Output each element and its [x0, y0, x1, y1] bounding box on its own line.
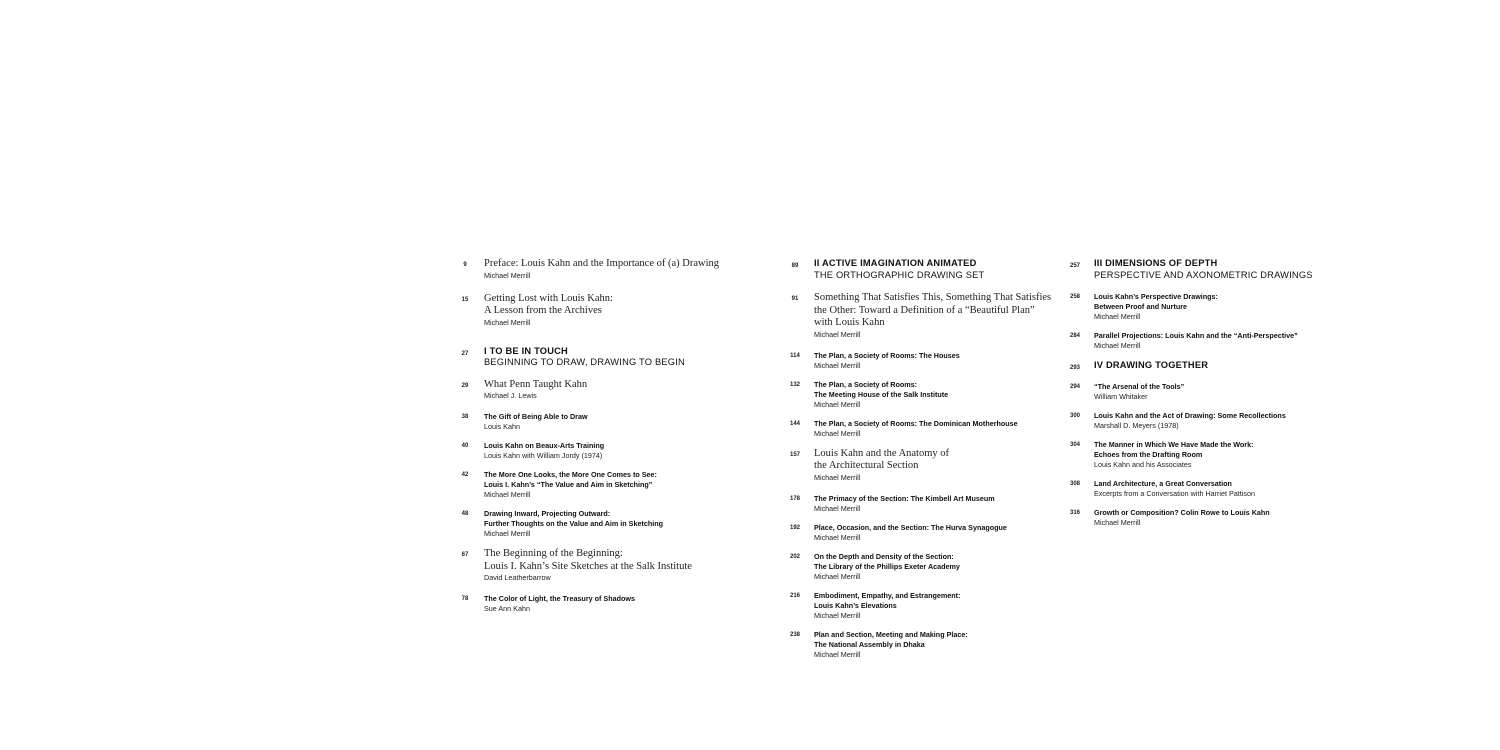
toc-entry[interactable] [1065, 508, 1335, 528]
entry-title-line: Louis Kahn’s Perspective Drawings: [1094, 292, 1218, 301]
toc-entry[interactable] [455, 441, 755, 461]
toc-entry[interactable] [455, 509, 755, 539]
entry-title-line: Louis Kahn and the Anatomy of [814, 447, 950, 459]
page-number: 114 [790, 352, 800, 359]
section-heading [455, 346, 755, 369]
entry-author: Louis Kahn with William Jordy (1974) [484, 451, 603, 460]
entry-author: Michael J. Lewis [484, 391, 537, 400]
entry-author: William Whitaker [1094, 391, 1148, 401]
toc-entry[interactable] [455, 379, 755, 402]
toc-entry[interactable] [1065, 382, 1335, 402]
entry-title-line: Parallel Projections: Louis Kahn and the “Anti-Perspective” [1094, 331, 1298, 340]
page-number: 89 [791, 263, 799, 269]
toc-entry[interactable] [1065, 411, 1335, 431]
entry-title-line: the Architectural Section [814, 460, 919, 471]
entry-author: Michael Merrill [484, 270, 531, 280]
entry-author: Michael Merrill [1094, 312, 1141, 321]
toc-entry[interactable] [1065, 292, 1335, 322]
page-number: 157 [789, 451, 800, 458]
section-title: IV DRAWING TOGETHER [1094, 360, 1209, 370]
toc-entry[interactable] [785, 494, 1045, 514]
page-number: 238 [789, 631, 800, 638]
entry-author: Michael Merrill [484, 529, 531, 538]
section-heading [1065, 258, 1335, 281]
page-number: 15 [461, 296, 469, 303]
entry-author: Michael Merrill [814, 503, 861, 513]
toc-column-middle [785, 258, 1052, 669]
entry-title-line: Echoes from the Drafting Room [1094, 449, 1203, 459]
page-number: 304 [1069, 441, 1080, 448]
page-number: 42 [461, 472, 469, 478]
toc-entry-list [1065, 292, 1335, 351]
section-subtitle: PERSPECTIVE AND AXONOMETRIC DRAWINGS [1094, 269, 1313, 280]
entry-author: Michael Merrill [814, 610, 861, 620]
entry-title-line: with Louis Kahn [814, 317, 885, 328]
entry-title-line: The Plan, a Society of Rooms: [814, 379, 918, 389]
page-number: 294 [1069, 383, 1080, 390]
toc-entry[interactable] [785, 380, 1045, 410]
entry-author: Michael Merrill [1094, 517, 1141, 527]
page-number: 78 [461, 596, 469, 602]
entry-title-line: The Manner in Which We Have Made the Work: [1094, 439, 1254, 449]
section-subtitle: BEGINNING TO DRAW, DRAWING TO BEGIN [484, 357, 685, 367]
entry-title-line: Between Proof and Nurture [1094, 302, 1188, 311]
page-number: 257 [1069, 263, 1080, 269]
section-title: II ACTIVE IMAGINATION ANIMATED [814, 258, 977, 268]
entry-title-line: The Library of the Phillips Exeter Academy [814, 561, 960, 571]
entry-title-line: Louis Kahn’s Elevations [814, 600, 897, 610]
toc-entry[interactable] [1065, 331, 1335, 351]
entry-title-line: The Plan, a Society of Rooms: The Dominican Motherhouse [814, 418, 1018, 428]
entry-title-line: Louis Kahn on Beaux-Arts Training [484, 441, 605, 450]
toc-column-left [455, 258, 755, 623]
entry-author: Sue Ann Kahn [484, 604, 530, 613]
page-number: 29 [461, 382, 469, 389]
entry-title-line: The National Assembly in Dhaka [814, 639, 925, 649]
page-number: 300 [1069, 412, 1080, 419]
entry-author: Michael Merrill [814, 532, 861, 542]
toc-entry[interactable] [785, 419, 1045, 439]
entry-author: Michael Merrill [814, 399, 861, 409]
page-number: 144 [789, 420, 800, 427]
entry-title-line: A Lesson from the Archives [484, 305, 602, 316]
toc-entry[interactable] [455, 293, 755, 328]
section-heading [785, 258, 1045, 281]
toc-entry[interactable] [455, 548, 755, 583]
entry-title-line: Embodiment, Empathy, and Estrangement: [814, 590, 961, 600]
page-number: 316 [1069, 509, 1080, 516]
entry-author: Michael Merrill [484, 490, 531, 499]
section-title: III DIMENSIONS OF DEPTH [1094, 258, 1218, 268]
toc-entry-list [1065, 382, 1335, 528]
toc-entry[interactable] [785, 292, 1052, 340]
page-number: 202 [789, 553, 800, 560]
entry-title-line: Further Thoughts on the Value and Aim in Sketching [484, 519, 664, 528]
section-title: I TO BE IN TOUCH [484, 345, 568, 356]
entry-author: Marshall D. Meyers (1978) [1094, 420, 1179, 430]
page-number: 192 [789, 524, 800, 531]
entry-title-line: The Plan, a Society of Rooms: The Houses [814, 350, 960, 360]
entry-author: Michael Merrill [814, 649, 861, 659]
toc-entry[interactable] [455, 470, 755, 500]
entry-author: Michael Merrill [814, 472, 861, 482]
entry-title-line: the Other: Toward a Definition of a “Beautiful Plan” [814, 304, 1035, 316]
page-number: 132 [789, 381, 800, 388]
toc-entry[interactable] [455, 594, 755, 614]
entry-author: Michael Merrill [814, 571, 861, 581]
entry-author: Louis Kahn and his Associates [1094, 459, 1192, 469]
entry-author: Excerpts from a Conversation with Harriet Pattison [1094, 488, 1255, 498]
section-heading [1065, 360, 1335, 372]
toc-entry-list [455, 379, 755, 615]
toc-entry[interactable] [785, 630, 1045, 660]
page-number: 9 [463, 262, 467, 268]
entry-author: David Leatherbarrow [484, 573, 551, 582]
entry-author: Michael Merrill [814, 428, 861, 438]
page-number: 67 [461, 552, 469, 558]
page-number: 284 [1069, 333, 1080, 339]
toc-entry[interactable] [785, 351, 1045, 371]
entry-title-line: Place, Occasion, and the Section: The Hurva Synagogue [814, 522, 1007, 532]
entry-title-line: Louis Kahn and the Act of Drawing: Some Recollections [1094, 410, 1286, 420]
toc-entry[interactable] [1065, 440, 1335, 470]
entry-title-line: The Meeting House of the Salk Institute [814, 389, 949, 399]
entry-title-line: The Color of Light, the Treasury of Shadows [484, 594, 635, 603]
toc-entry[interactable] [455, 412, 755, 432]
entry-title: Preface: Louis Kahn and the Importance of (a) Drawing [484, 258, 719, 269]
toc-entry[interactable] [785, 591, 1045, 621]
entry-author: Michael Merrill [1094, 341, 1141, 350]
entry-title-line: Getting Lost with Louis Kahn: [484, 292, 613, 304]
entry-title-line: What Penn Taught Kahn [484, 378, 588, 390]
page-number: 308 [1069, 480, 1080, 487]
entry-author: Louis Kahn [484, 422, 520, 431]
page-number: 48 [461, 511, 469, 517]
toc-entry[interactable] [1065, 479, 1335, 499]
entry-title-line: The More One Looks, the More One Comes to See: [484, 470, 657, 479]
entry-title-line: Louis I. Kahn’s “The Value and Aim in Sketching” [484, 480, 653, 489]
page-number: 178 [789, 495, 800, 502]
page-number: 216 [789, 592, 800, 599]
entry-title-line: The Beginning of the Beginning: [484, 548, 623, 559]
entry-title-line: The Primacy of the Section: The Kimbell Art Museum [814, 493, 995, 503]
toc-entry[interactable] [785, 523, 1045, 543]
page-number: 40 [461, 443, 469, 449]
toc-entry[interactable] [785, 552, 1045, 582]
page-number: 27 [461, 350, 469, 357]
toc-entry-list [785, 292, 1052, 660]
entry-title-line: Land Architecture, a Great Conversation [1094, 478, 1232, 488]
entry-title-line: On the Depth and Density of the Section: [814, 551, 954, 561]
entry-title-line: “The Arsenal of the Tools” [1094, 381, 1185, 391]
page-number: 293 [1069, 365, 1080, 371]
page-number: 38 [461, 414, 469, 420]
entry-title-line: Louis I. Kahn’s Site Sketches at the Salk Institute [484, 560, 692, 572]
entry-title-line: Growth or Composition? Colin Rowe to Louis Kahn [1094, 507, 1270, 517]
page-number: 258 [1069, 294, 1080, 300]
toc-entry[interactable] [455, 258, 755, 281]
entry-title-line: Plan and Section, Meeting and Making Place: [814, 629, 968, 639]
section-subtitle: THE ORTHOGRAPHIC DRAWING SET [814, 269, 985, 280]
entry-title-line: Drawing Inward, Projecting Outward: [484, 509, 611, 518]
entry-author: Michael Merrill [814, 360, 861, 370]
entry-title-line: Something That Satisfies This, Something That Satisfies [814, 292, 1052, 303]
toc-column-right [1065, 258, 1335, 537]
entry-author: Michael Merrill [484, 317, 531, 327]
page-number: 91 [791, 296, 799, 302]
entry-title-line: The Gift of Being Able to Draw [484, 412, 588, 421]
entry-author: Michael Merrill [814, 329, 861, 339]
toc-entry[interactable] [785, 448, 1045, 483]
